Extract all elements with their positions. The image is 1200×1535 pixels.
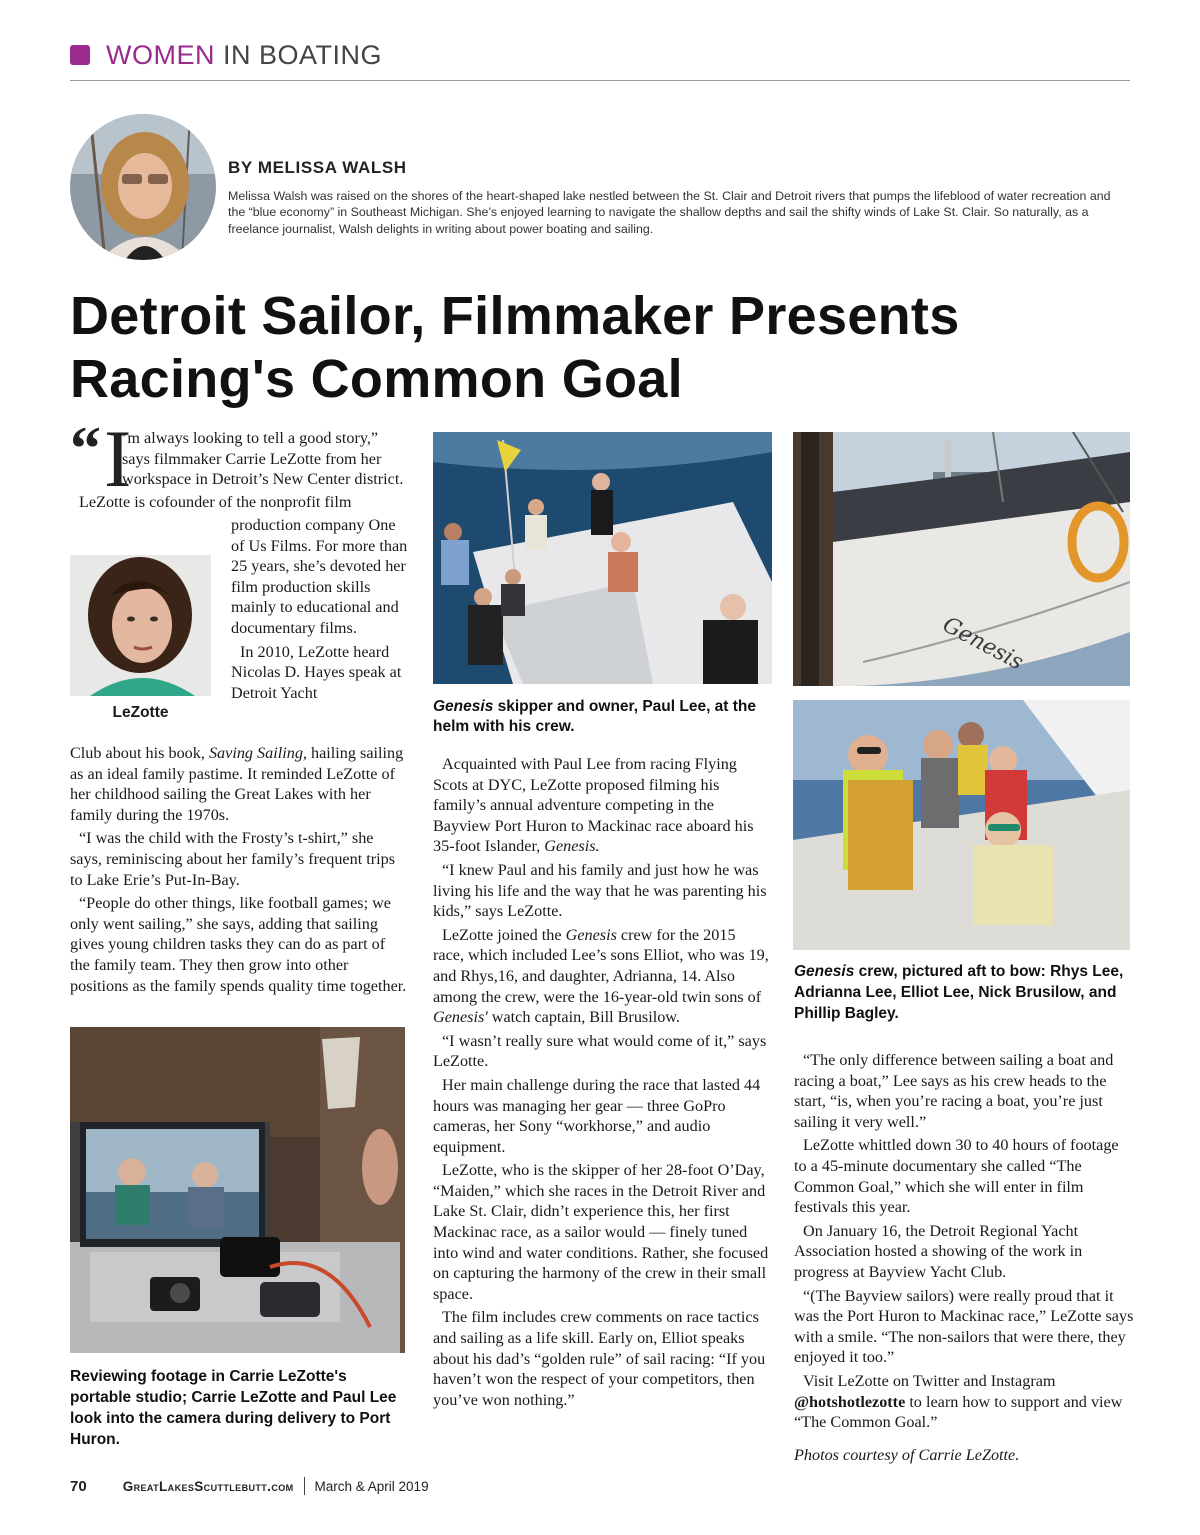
joined-crew-a: LeZotte joined the [442, 925, 566, 944]
helm-caption-boat: Genesis [433, 698, 494, 715]
boat-name: Genesis. [544, 837, 600, 856]
helm-photo [433, 432, 772, 684]
boat-name: Genesis' [433, 1008, 488, 1027]
paragraph-football: “People do other things, like football games; we only went sailing,” she says, adding that sailing gives young children tasks they can do as part of the family team. They then grow into other positions as the family spends quality time together. [70, 894, 407, 995]
article-column-2 [433, 754, 770, 1413]
joined-crew-b: crew for the 2015 race, which included Lee’s sons Elliot, who was 19, and Rhys,16, and daughter, Adrianna, 14. Also among the crew, were the 16-year-old twin sons of [433, 925, 769, 1006]
visit-text-a: Visit LeZotte on Twitter and Instagram [803, 1371, 1056, 1390]
headline-line-1: Detroit Sailor, Filmmaker Presents [70, 286, 960, 346]
crew-caption-boat: Genesis [794, 963, 855, 980]
crew-caption [794, 961, 1134, 1024]
paragraph-knew-paul: “I knew Paul and his family and just how he was living his life and the way that he was parenting his kids,” says LeZotte. [433, 860, 767, 921]
paragraph-acquainted [433, 754, 770, 857]
studio-caption: Reviewing footage in Carrie LeZotte's portable studio; Carrie LeZotte and Paul Lee look into the camera during delivery to Port Huron. [70, 1368, 397, 1448]
headline-line-2: Racing's Common Goal [70, 349, 683, 409]
section-marker-icon [70, 45, 90, 65]
joined-crew-c: watch captain, Bill Brusilow. [487, 1008, 680, 1027]
article-wrap-text [231, 515, 409, 706]
page-footer [70, 1476, 429, 1496]
studio-photo [70, 1027, 405, 1353]
paragraph-film-includes: The film includes crew comments on race tactics and sailing as a life skill. Early on, Elliot speaks about his dad’s “golden rule” of sail racing: “If you haven’t won the respect of your competitors, then you’ve won nothing.” [433, 1308, 766, 1409]
section-title-rest: IN BOATING [214, 39, 382, 70]
author-bio: Melissa Walsh was raised on the shores of the heart-shaped lake nestled between the St. Clair and Detroit rivers that pumps the lifeblood of water recreation and the “blue economy” in Southeast Michigan. She’s enjoyed learning to navigate the shallow depths and sail the shifty winds of Lake St. Clair. So naturally, as a freelance journalist, Walsh delights in writing about power boating and sailing. [228, 189, 1111, 236]
issue-date: March & April 2019 [314, 1478, 429, 1494]
crew-photo [793, 700, 1130, 950]
genesis-boat-photo [793, 432, 1130, 686]
paragraph-2010-rest [70, 743, 408, 825]
lead-paragraph: ’m always looking to tell a good story,” says filmmaker Carrie LeZotte from her workspace in Detroit’s New Center district. [122, 429, 404, 489]
portrait-caption: LeZotte [112, 704, 169, 721]
footer-divider [304, 1477, 305, 1495]
author-byline: BY MELISSA WALSH [228, 158, 407, 177]
article-lead [70, 428, 405, 515]
paragraph-frostys: “I was the child with the Frosty’s t-shirt,” she says, reminiscing about her family’s frequent trips to Lake Erie’s Put-In-Bay. [70, 829, 396, 889]
crew-caption-text: crew, pictured aft to bow: Rhys Lee, Adrianna Lee, Elliot Lee, Nick Brusilow, and Phillip Bagley. [794, 963, 1124, 1022]
dropcap-letter: I [104, 413, 132, 504]
author-photo [70, 114, 216, 260]
headline [70, 285, 1150, 411]
paragraph-main-challenge: Her main challenge during the race that lasted 44 hours was managing her gear — three GoPro cameras, her Sony “workhorse,” and audio equipment. [433, 1075, 761, 1156]
helm-caption-text: skipper and owner, Paul Lee, at the helm with his crew. [433, 698, 757, 735]
hull-name: Genesis [938, 612, 1028, 676]
paragraph-joined-crew [433, 925, 770, 1028]
paragraph-cofounder-wrap: production company One of Us Films. For more than 25 years, she’s devoted her film production skills mainly to educational and documentary films. [231, 516, 408, 637]
paragraph-bayview-sailors: “(The Bayview sailors) were really proud that it was the Port Huron to Mackinac race,” LeZotte says with a smile. “The non-sailors that were there, they enjoyed it too.” [794, 1286, 1134, 1367]
section-title [106, 40, 382, 71]
boat-name: Genesis [565, 925, 617, 944]
paragraph-january: On January 16, the Detroit Regional Yacht Association hosted a showing of the work in progress at Bayview Yacht Club. [794, 1221, 1083, 1281]
paragraph-visit [794, 1371, 1134, 1433]
paragraph-2010-wrap: In 2010, LeZotte heard Nicolas D. Hayes speak at Detroit Yacht [231, 642, 402, 702]
instagram-handle: @hotshotlezotte [794, 1392, 906, 1411]
header-divider [70, 80, 1130, 81]
portrait-photo [70, 555, 211, 696]
article-column-1-body [70, 743, 408, 999]
paragraph-wasnt-sure: “I wasn’t really sure what would come of it,” says LeZotte. [433, 1031, 767, 1071]
paragraph-2010-rest-a: Club about his book, [70, 744, 209, 762]
book-title: Saving Sailing, [208, 744, 307, 762]
article-column-3 [794, 1050, 1134, 1468]
photo-credit: Photos courtesy of Carrie LeZotte. [794, 1445, 1020, 1464]
page-number: 70 [70, 1477, 87, 1495]
helm-caption [433, 697, 773, 737]
paragraph-2010-rest-b: hailing sailing as an ideal family pastime. It reminded LeZotte of her childhood sailing the Great Lakes with her family during the 1970s. [70, 744, 404, 824]
paragraph-skipper: LeZotte, who is the skipper of her 28-foot O’Day, “Maiden,” which she races in the Detroit River and Lake St. Clair, didn’t experience this, her first Mackinac race, as a sailor would — finely tuned into wind and water conditions. Rather, she focused on capturing the harmony of the crew in their small space. [433, 1161, 769, 1303]
section-header [70, 38, 382, 72]
section-title-accent: WOMEN [106, 39, 215, 70]
paragraph-cofounder-start: LeZotte is cofounder of the nonprofit film [79, 492, 352, 511]
dropcap-quote: “ [70, 415, 101, 483]
paragraph-only-difference: “The only difference between sailing a boat and racing a boat,” Lee says as his crew heads to the start, “is, when you’re racing a boat, you’re just sailing it very well.” [794, 1051, 1114, 1131]
paragraph-whittled: LeZotte whittled down 30 to 40 hours of footage to a 45-minute documentary she called “The Common Goal,” which she will enter in film festivals this year. [794, 1136, 1119, 1217]
site-name: GreatLakesScuttlebutt.com [122, 1478, 294, 1494]
visit-text-b: to learn how to support and view “The Common Goal.” [794, 1392, 1123, 1432]
paragraph-acquainted-text: Acquainted with Paul Lee from racing Flying Scots at DYC, LeZotte proposed filming his family’s annual adventure competing in the Bayview Port Huron to Mackinac race aboard his 35-foot Islander, [433, 755, 754, 856]
